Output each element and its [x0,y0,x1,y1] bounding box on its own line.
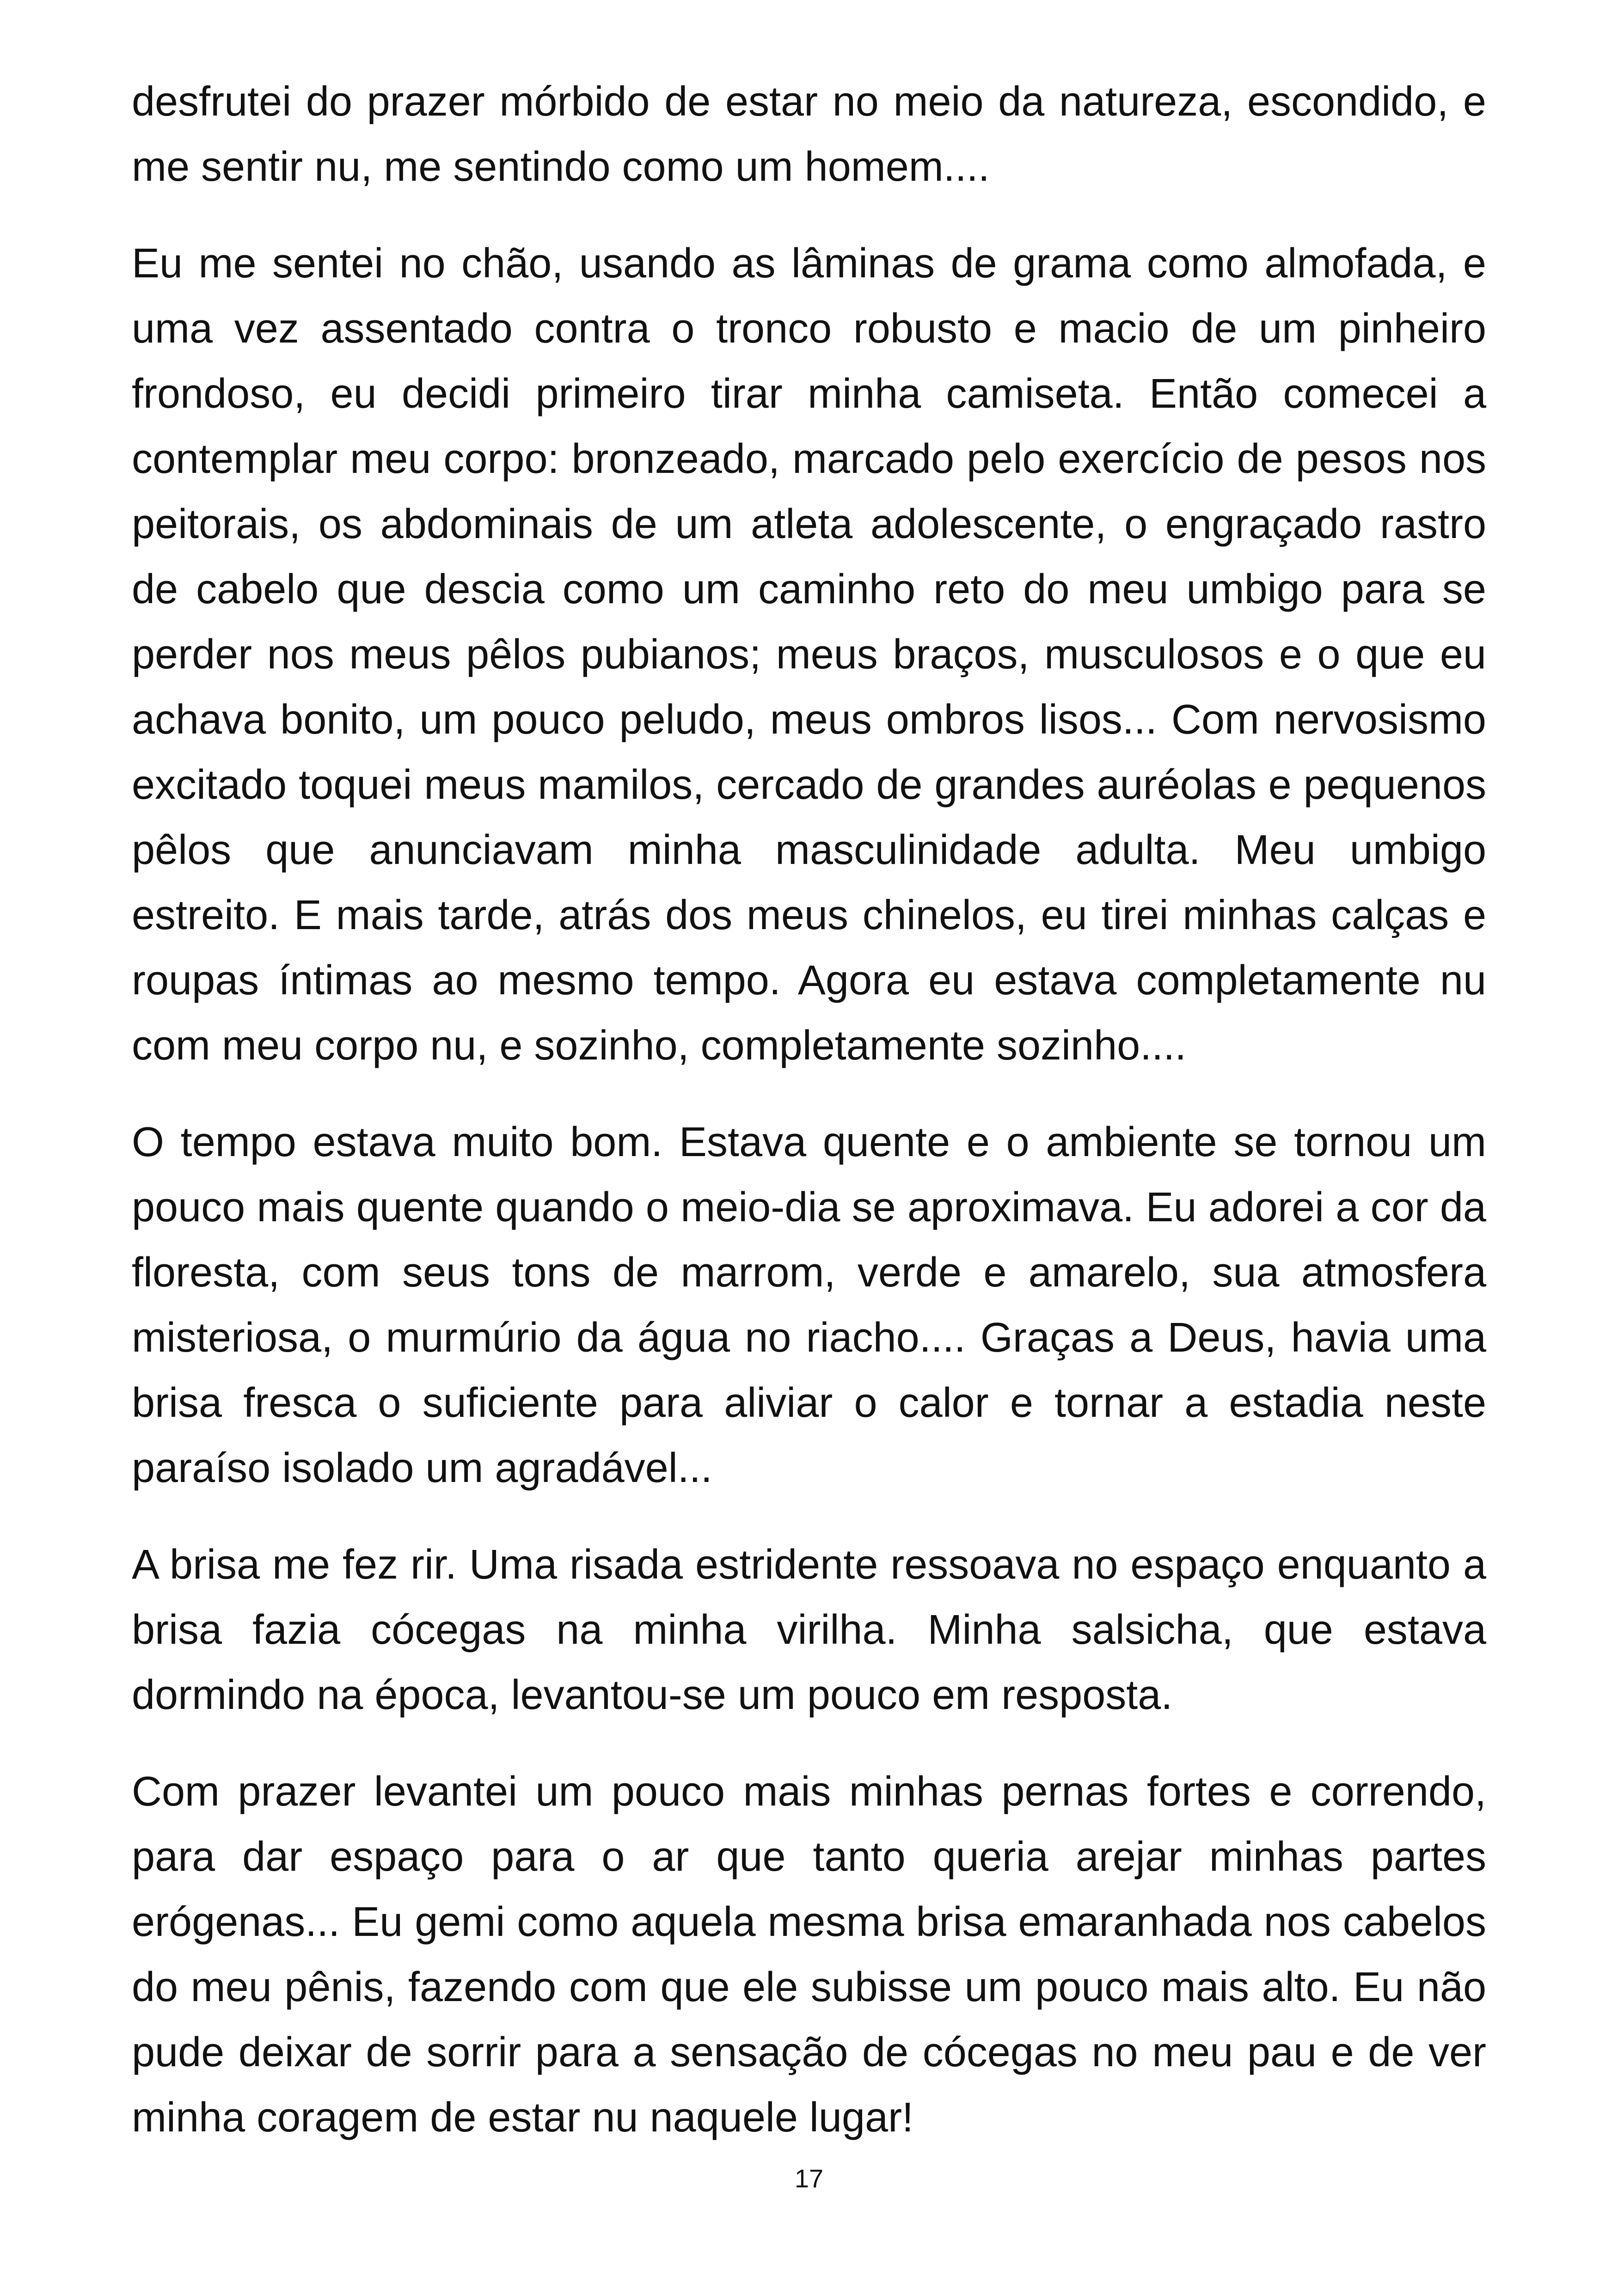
paragraph-2: Eu me sentei no chão, usando as lâminas de grama como almofada, e uma vez assentado contra o tronco robusto e macio de um pinheiro frondoso, eu decidi primeiro tirar minha camiseta. Então comecei a contemplar meu corpo: bronzeado, marcado pelo exercício de pesos nos peitorais, os abdominais de um atleta adolescente, o engraçado rastro de cabelo que descia como um caminho reto do meu umbigo para se perder nos meus pêlos pubianos; meus braços, musculosos e o que eu achava bonito, um pouco peludo, meus ombros lisos... Com nervosismo excitado toquei meus mamilos, cercado de grandes auréolas e pequenos pêlos que anunciavam minha masculinidade adulta. Meu umbigo estreito. E mais tarde, atrás dos meus chinelos, eu tirei minhas calças e roupas íntimas ao mesmo tempo. Agora eu estava completamente nu com meu corpo nu, e sozinho, completamente sozinho.... [132,240,1486,1069]
body-text [132,69,1486,2182]
page-number: 17 [794,2164,824,2193]
paragraph-3: O tempo estava muito bom. Estava quente e o ambiente se tornou um pouco mais quente quando o meio-dia se aproximava. Eu adorei a cor da floresta, com seus tons de marrom, verde e amarelo, sua atmosfera misteriosa, o murmúrio da água no riacho.... Graças a Deus, havia uma brisa fresca o suficiente para aliviar o calor e tornar a estadia neste paraíso isolado um agradável... [132,1119,1486,1491]
paragraph-5: Com prazer levantei um pouco mais minhas pernas fortes e correndo, para dar espaço para o ar que tanto queria arejar minhas partes erógenas... Eu gemi como aquela mesma brisa emaranhada nos cabelos do meu pênis, fazendo com que ele subisse um pouco mais alto. Eu não pude deixar de sorrir para a sensação de cócegas no meu pau e de ver minha coragem de estar nu naquele lugar! [132,1769,1486,2141]
paragraph-4: A brisa me fez rir. Uma risada estridente ressoava no espaço enquanto a brisa fazia cócegas na minha virilha. Minha salsicha, que estava dormindo na época, levantou-se um pouco em resposta. [132,1542,1486,1718]
paragraph-1: desfrutei do prazer mórbido de estar no meio da natureza, escondido, e me sentir nu, me sentindo como um homem.... [132,79,1486,190]
